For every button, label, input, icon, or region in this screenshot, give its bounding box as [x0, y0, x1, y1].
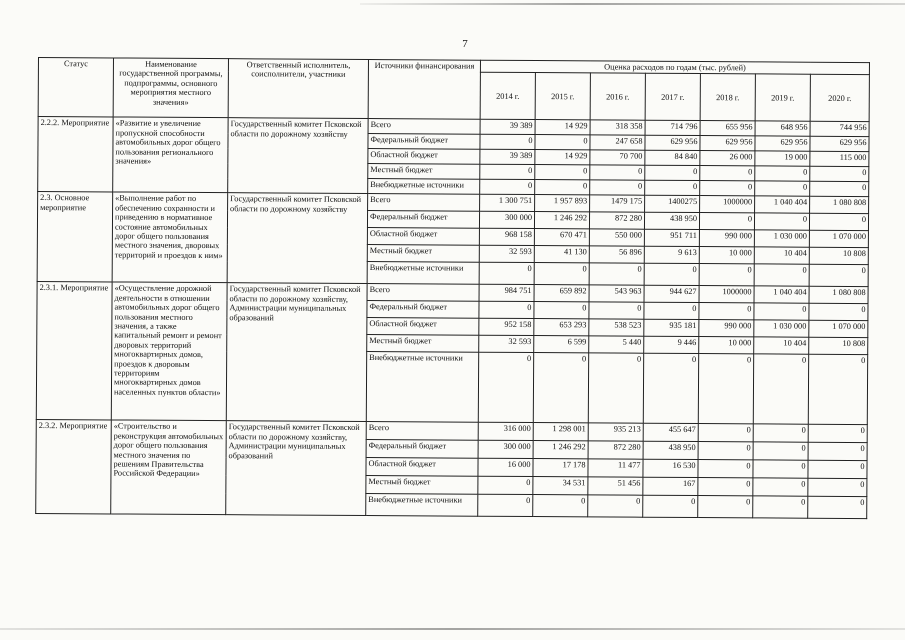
amount-cell: 0	[754, 213, 809, 230]
amount-cell: 0	[479, 302, 534, 319]
amount-cell: 1 957 893	[535, 195, 590, 212]
funding-source: Внебюджетные источники	[368, 179, 480, 195]
amount-cell: 56 896	[589, 246, 644, 263]
amount-cell: 0	[699, 303, 754, 320]
header-year: 2020 г.	[810, 75, 869, 122]
amount-cell: 1479 175	[590, 195, 645, 212]
amount-cell: 0	[698, 496, 753, 518]
amount-cell: 872 280	[589, 212, 644, 229]
amount-cell: 300 000	[479, 212, 534, 229]
section-name: «Выполнение работ по обеспечению сохранности и приведению в нормативное состояние автомобильных дорог общего пользования местного значения, дворовых территорий и проездов к ним»	[112, 192, 228, 283]
amount-cell: 16 530	[643, 460, 698, 478]
amount-cell: 0	[590, 180, 645, 195]
section-executor: Государственный комитет Псковской области по дорожному хозяйству, Администрации муниципальных образований	[226, 421, 367, 516]
amount-cell: 0	[643, 354, 698, 424]
amount-cell: 1 246 292	[533, 441, 588, 459]
amount-cell: 0	[808, 443, 867, 461]
amount-cell: 455 647	[643, 424, 698, 442]
funding-source: Всего	[368, 119, 480, 135]
amount-cell: 744 956	[810, 122, 869, 137]
amount-cell: 1 030 000	[754, 230, 809, 247]
amount-cell: 0	[535, 165, 590, 180]
amount-cell: 1000000	[700, 196, 755, 213]
amount-cell: 629 956	[810, 137, 869, 152]
amount-cell: 10 404	[754, 247, 809, 264]
amount-cell: 316 000	[478, 423, 533, 441]
amount-cell: 0	[534, 302, 589, 319]
table-header	[38, 58, 869, 122]
amount-cell: 0	[753, 496, 808, 518]
amount-cell: 0	[809, 265, 868, 287]
funding-source: Внебюджетные источники	[367, 262, 479, 285]
amount-cell: 538 523	[589, 319, 644, 336]
header-year: 2015 г.	[535, 73, 590, 120]
amount-cell: 0	[478, 495, 533, 517]
amount-cell: 648 956	[755, 121, 810, 136]
funding-source: Местный бюджет	[366, 476, 478, 495]
amount-cell: 0	[698, 460, 753, 478]
amount-cell: 1 040 404	[755, 196, 810, 213]
amount-cell: 1 300 751	[480, 195, 535, 212]
amount-cell: 952 158	[479, 319, 534, 336]
amount-cell: 1000000	[699, 286, 754, 303]
amount-cell: 26 000	[700, 151, 755, 166]
amount-cell: 0	[808, 479, 867, 497]
amount-cell: 550 000	[589, 229, 644, 246]
amount-cell: 0	[753, 478, 808, 496]
amount-cell: 39 389	[480, 150, 535, 165]
scan-artifact-top	[360, 3, 905, 5]
amount-cell: 0	[753, 424, 808, 442]
amount-cell: 0	[699, 213, 754, 230]
amount-cell: 10 808	[809, 338, 868, 355]
amount-cell: 0	[754, 303, 809, 320]
section-code: 2.3. Основное мероприятие	[37, 192, 113, 282]
amount-cell: 0	[535, 180, 590, 195]
amount-cell: 0	[808, 497, 867, 519]
amount-cell: 0	[533, 353, 588, 423]
amount-cell: 872 280	[588, 441, 643, 459]
funding-source: Областной бюджет	[367, 228, 479, 246]
amount-cell: 300 000	[478, 441, 533, 459]
amount-cell: 6 599	[534, 336, 589, 353]
amount-cell: 543 963	[589, 285, 644, 302]
amount-cell: 167	[643, 478, 698, 496]
amount-cell: 438 950	[644, 213, 699, 230]
header-year: 2017 г.	[645, 74, 700, 121]
amount-cell: 17 178	[533, 459, 588, 477]
funding-source: Федеральный бюджет	[367, 211, 479, 229]
amount-cell: 0	[754, 264, 809, 286]
amount-cell: 0	[808, 355, 868, 425]
amount-cell: 32 593	[479, 246, 534, 263]
funding-source: Внебюджетные источники	[366, 494, 478, 517]
header-year: 2019 г.	[755, 74, 810, 121]
amount-cell: 1 040 404	[754, 286, 809, 303]
amount-cell: 0	[478, 353, 533, 423]
amount-cell: 0	[753, 460, 808, 478]
amount-cell: 944 627	[644, 286, 699, 303]
amount-cell: 9 613	[644, 247, 699, 264]
amount-cell: 935 181	[644, 320, 699, 337]
amount-cell: 0	[698, 442, 753, 460]
amount-cell: 1 070 000	[809, 231, 868, 248]
amount-cell: 629 956	[700, 136, 755, 151]
funding-source: Областной бюджет	[367, 318, 479, 336]
amount-cell: 115 000	[810, 152, 869, 167]
header-year: 2016 г.	[590, 73, 645, 120]
header-name: Наименование государственной программы, подпрограммы, основного мероприятия местного значения»	[113, 58, 228, 118]
amount-cell: 0	[643, 496, 698, 518]
section-name: «Строительство и реконструкция автомобильных дорог общего пользования местного значения по решениям Правительства Российской Федерации»	[111, 420, 227, 515]
funding-source: Местный бюджет	[367, 335, 479, 353]
funding-source: Всего	[367, 284, 479, 302]
amount-cell: 32 593	[479, 336, 534, 353]
amount-cell: 0	[590, 165, 645, 180]
funding-source: Местный бюджет	[368, 164, 480, 180]
scan-artifact-bottom	[0, 628, 905, 630]
section-executor: Государственный комитет Псковской области по дорожному хозяйству, Администрации муниципальных образований	[226, 283, 367, 422]
amount-cell: 629 956	[645, 136, 700, 151]
funding-source: Федеральный бюджет	[366, 440, 478, 459]
amount-cell: 1 298 001	[533, 423, 588, 441]
amount-cell: 0	[700, 166, 755, 181]
amount-cell: 19 000	[755, 151, 810, 166]
header-executor: Ответственный исполнитель, соисполнители, участники	[228, 59, 368, 119]
amount-cell: 670 471	[534, 229, 589, 246]
amount-cell: 714 796	[645, 121, 700, 136]
section-code: 2.2.2. Мероприятие	[38, 117, 113, 192]
section-code: 2.3.2. Мероприятие	[36, 420, 112, 514]
amount-cell: 0	[700, 181, 755, 196]
amount-cell: 0	[644, 303, 699, 320]
amount-cell: 0	[645, 166, 700, 181]
amount-cell: 0	[588, 495, 643, 517]
header-year: 2014 г.	[480, 73, 535, 120]
amount-cell: 84 840	[645, 151, 700, 166]
funding-source: Местный бюджет	[367, 245, 479, 263]
amount-cell: 0	[699, 264, 754, 286]
amount-cell: 318 358	[590, 120, 645, 135]
amount-cell: 0	[589, 263, 644, 285]
amount-cell: 0	[753, 354, 808, 424]
funding-source: Всего	[368, 194, 480, 212]
amount-cell: 0	[534, 263, 589, 285]
amount-cell: 659 892	[534, 285, 589, 302]
amount-cell: 0	[698, 354, 753, 424]
amount-cell: 0	[480, 165, 535, 180]
amount-cell: 629 956	[755, 136, 810, 151]
funding-source: Областной бюджет	[366, 458, 478, 477]
header-estimate: Оценка расходов по годам (тыс. рублей)	[480, 60, 869, 75]
amount-cell: 0	[809, 304, 868, 321]
amount-cell: 0	[480, 135, 535, 150]
funding-source: Федеральный бюджет	[367, 301, 479, 319]
amount-cell: 0	[588, 353, 643, 423]
funding-source: Всего	[366, 422, 478, 441]
amount-cell: 247 658	[590, 135, 645, 150]
budget-table	[35, 57, 870, 519]
amount-cell: 70 700	[590, 150, 645, 165]
amount-cell: 1 080 808	[809, 287, 868, 304]
amount-cell: 984 751	[479, 285, 534, 302]
funding-source: Внебюджетные источники	[366, 352, 478, 423]
amount-cell: 0	[479, 263, 534, 285]
amount-cell: 0	[533, 495, 588, 517]
amount-cell: 10 000	[699, 247, 754, 264]
section-name: «Развитие и увеличение пропускной способности автомобильных дорог общего пользования регионального значения»	[113, 117, 228, 193]
amount-cell: 935 213	[588, 423, 643, 441]
amount-cell: 14 929	[535, 150, 590, 165]
section-code: 2.3.1. Мероприятие	[36, 282, 112, 420]
page-number: 7	[462, 38, 468, 50]
table-body	[36, 117, 869, 519]
header-status: Статус	[38, 58, 113, 118]
amount-cell: 990 000	[699, 320, 754, 337]
amount-cell: 951 711	[644, 230, 699, 247]
amount-cell: 0	[810, 182, 869, 197]
amount-cell: 5 440	[589, 336, 644, 353]
amount-cell: 0	[808, 461, 867, 479]
amount-cell: 10 404	[754, 337, 809, 354]
amount-cell: 0	[808, 425, 867, 443]
amount-cell: 34 531	[533, 477, 588, 495]
amount-cell: 0	[698, 478, 753, 496]
amount-cell: 0	[698, 424, 753, 442]
section-executor: Государственный комитет Псковской области по дорожному хозяйству	[228, 118, 368, 194]
amount-cell: 39 389	[480, 120, 535, 135]
amount-cell: 0	[753, 442, 808, 460]
amount-cell: 41 130	[534, 246, 589, 263]
amount-cell: 990 000	[699, 230, 754, 247]
amount-cell: 653 293	[534, 319, 589, 336]
amount-cell: 14 929	[535, 120, 590, 135]
amount-cell: 0	[755, 181, 810, 196]
amount-cell: 0	[535, 135, 590, 150]
amount-cell: 0	[644, 264, 699, 286]
amount-cell: 1400275	[645, 196, 700, 213]
amount-cell: 0	[480, 180, 535, 195]
amount-cell: 10 000	[699, 337, 754, 354]
amount-cell: 438 950	[643, 442, 698, 460]
amount-cell: 1 080 808	[810, 197, 869, 214]
amount-cell: 9 446	[644, 337, 699, 354]
amount-cell: 0	[645, 181, 700, 196]
amount-cell: 0	[755, 166, 810, 181]
amount-cell: 10 808	[809, 248, 868, 265]
amount-cell: 0	[809, 214, 868, 231]
amount-cell: 11 477	[588, 459, 643, 477]
amount-cell: 655 956	[700, 121, 755, 136]
amount-cell: 1 246 292	[534, 212, 589, 229]
header-source: Источники финансирования	[368, 60, 480, 120]
amount-cell: 0	[589, 302, 644, 319]
header-year: 2018 г.	[700, 74, 755, 121]
amount-cell: 51 456	[588, 477, 643, 495]
funding-source: Областной бюджет	[368, 149, 480, 165]
section-name: «Осуществление дорожной деятельности в отношении автомобильных дорог общего пользования местного значения, а также капитальный ремонт и ремонт дворовых территорий многоквартирных домов, проездов к дворовым территориям многоквартирных домов населенных пунктов области»	[111, 282, 227, 421]
section-executor: Государственный комитет Псковской области по дорожному хозяйству	[227, 193, 368, 284]
amount-cell: 0	[810, 167, 869, 182]
funding-source: Федеральный бюджет	[368, 134, 480, 150]
amount-cell: 968 158	[479, 229, 534, 246]
amount-cell: 1 030 000	[754, 320, 809, 337]
amount-cell: 0	[478, 477, 533, 495]
amount-cell: 1 070 000	[809, 321, 868, 338]
amount-cell: 16 000	[478, 459, 533, 477]
